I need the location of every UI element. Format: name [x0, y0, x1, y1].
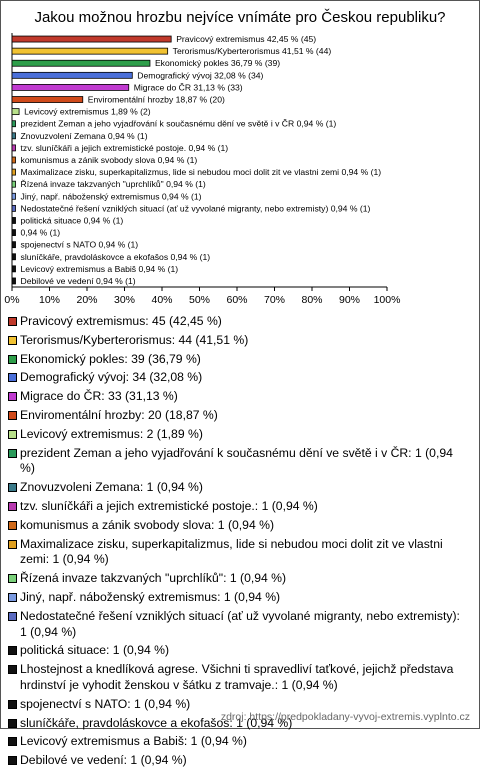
legend-label: Ekonomický pokles: 39 (36,79 %)	[20, 351, 201, 366]
legend-swatch	[8, 430, 17, 439]
legend-label: Levicový extremismus a Babiš: 1 (0,94 %)	[20, 734, 247, 749]
bar-plot	[0, 0, 480, 310]
legend-label: Řízená invaze takzvaných "uprchlíků": 1 (0,94 %)	[20, 571, 287, 586]
legend-swatch	[8, 317, 17, 326]
bar-5	[12, 84, 129, 90]
legend-item	[8, 734, 470, 750]
bar-label-7: Levicový extremismus 1,89 % (2)	[24, 106, 151, 117]
legend-item	[8, 333, 470, 349]
legend-label: Lhostejnost a knedlíková agrese. Všichni ti spravedliví taťkové, jejichž představa hrdinství je vyhodit ženskou v šátku z tramvaje.: 1 (0,94 %)	[20, 662, 454, 692]
bar-6	[12, 97, 83, 103]
bar-label-14: Jiný, např. náboženský extremismus 0,94 % (1)	[20, 191, 202, 202]
bar-label-19: sluníčkáře, pravdoláskovce a ekofašos 0,94 % (1)	[20, 251, 211, 262]
bar-label-1: Pravicový extremismus 42,45 % (45)	[176, 34, 317, 45]
legend-item	[8, 352, 470, 368]
x-tick-label-6: 60%	[226, 294, 248, 306]
bar-label-13: Řízená invaze takzvaných "uprchlíků" 0,94 % (1)	[20, 179, 206, 190]
bar-label-10: tzv. sluníčkáři a jejich extremistické postoje. 0,94 % (1)	[20, 142, 229, 153]
bar-label-20: Levicový extremismus a Babiš 0,94 % (1)	[20, 263, 179, 274]
legend-swatch	[8, 756, 17, 765]
x-tick-label-4: 40%	[151, 294, 173, 306]
bar-label-8: prezident Zeman a jeho vyjadřování k současnému dění ve světě i v ČR 0,94 % (1)	[20, 118, 337, 129]
legend-item	[8, 609, 470, 641]
bar-18	[12, 242, 16, 248]
legend-label: Pravicový extremismus: 45 (42,45 %)	[20, 314, 222, 328]
bar-2	[12, 48, 168, 54]
x-tick-label-7: 70%	[263, 294, 286, 306]
bar-label-4: Demografický vývoj 32,08 % (34)	[137, 70, 264, 81]
legend-item	[8, 753, 470, 769]
bar-10	[12, 145, 16, 151]
legend-swatch	[8, 355, 17, 364]
legend-label: spojenectví s NATO: 1 (0,94 %)	[20, 696, 191, 711]
legend-label: prezident Zeman a jeho vyjadřování k současnému dění ve světě i v ČR: 1 (0,94 %)	[20, 445, 453, 476]
legend-item	[8, 643, 470, 659]
bar-label-15: Nedostatečné řešení vzniklých situací (ať už vyvolané migranty, nebo extremisty) 0,94 % (1)	[20, 203, 371, 214]
bar-1	[12, 36, 171, 42]
legend-label: politická situace: 1 (0,94 %)	[20, 643, 170, 658]
legend-item	[8, 408, 470, 424]
legend-label: Znovuzvoleni Zemana: 1 (0,94 %)	[20, 480, 203, 495]
bar-9	[12, 133, 16, 139]
bar-4	[12, 72, 132, 78]
legend-item	[8, 590, 470, 606]
x-tick-label-5: 50%	[188, 294, 211, 306]
legend-item	[8, 314, 470, 330]
legend-swatch	[8, 737, 17, 746]
legend-item	[8, 446, 470, 478]
bar-8	[12, 121, 16, 127]
legend-label: Maximalizace zisku, superkapitalizmus, lide si nebudou moci dolit zit ve vlastni zemi: 1 (0,94 %)	[20, 536, 443, 567]
legend-swatch	[8, 665, 17, 674]
source-text: zdroj: https://predpokladany-vyvoj-extremis.vyplnto.cz	[220, 711, 470, 723]
bar-14	[12, 193, 16, 199]
bar-label-17: 0,94 % (1)	[20, 227, 61, 238]
bar-label-3: Ekonomický pokles 36,79 % (39)	[154, 58, 281, 69]
legend-label: sluníčkáře, pravdoláskovce a ekofašos: 1 (0,94 %)	[20, 715, 293, 730]
x-tick-label-2: 20%	[76, 294, 98, 306]
legend-swatch	[8, 373, 17, 382]
legend-label: Debilové ve vedení: 1 (0,94 %)	[20, 753, 187, 768]
legend-label: Migrace do ČR: 33 (31,13 %)	[20, 389, 178, 404]
legend-swatch	[8, 646, 17, 655]
legend-swatch	[8, 574, 17, 583]
bar-label-16: politická situace 0,94 % (1)	[20, 215, 124, 226]
x-tick-label-10: 100%	[373, 294, 401, 306]
legend-label: Jiný, např. náboženský extremismus: 1 (0,94 %)	[20, 589, 281, 604]
x-tick-label-1: 10%	[38, 294, 61, 306]
bar-label-2: Terorismus/Kyberterorismus 41,51 % (44)	[172, 46, 332, 57]
x-tick-label-8: 80%	[301, 294, 323, 306]
bar-label-18: spojenectví s NATO 0,94 % (1)	[20, 239, 139, 250]
legend-label: komunismus a zánik svobody slova: 1 (0,94 %)	[20, 517, 275, 532]
bar-label-11: komunismus a zánik svobody slova 0,94 % (1)	[20, 155, 198, 165]
legend-label: Demografický vývoj: 34 (32,08 %)	[20, 370, 203, 385]
bar-16	[12, 217, 16, 223]
legend-label: tzv. sluníčkáři a jejich extremistické postoje.: 1 (0,94 %)	[20, 498, 318, 513]
legend-swatch	[8, 521, 17, 530]
legend-label: Enviromentální hrozby: 20 (18,87 %)	[20, 407, 218, 422]
bar-13	[12, 181, 16, 187]
chart-title: Jakou možnou hrozbu nejvíce vnímáte pro Českou republiku?	[34, 9, 446, 26]
legend-swatch	[8, 593, 17, 602]
bar-17	[12, 230, 16, 236]
legend-item	[8, 499, 470, 515]
legend-swatch	[8, 449, 17, 458]
legend-swatch	[8, 336, 17, 345]
x-tick-label-0: 0%	[4, 294, 20, 306]
legend-item	[8, 571, 470, 587]
legend-item	[8, 389, 470, 405]
legend-label: Terorismus/Kyberterorismus: 44 (41,51 %)	[20, 332, 249, 347]
bar-21	[12, 278, 16, 284]
legend-swatch	[8, 719, 17, 728]
legend-swatch	[8, 612, 17, 621]
bar-12	[12, 169, 16, 175]
bar-20	[12, 266, 16, 272]
legend	[8, 314, 470, 772]
legend-swatch	[8, 483, 17, 492]
bar-15	[12, 205, 16, 211]
bar-label-6: Enviromentální hrozby 18,87 % (20)	[87, 94, 225, 105]
bar-19	[12, 254, 16, 260]
x-tick-label-3: 30%	[113, 294, 136, 306]
legend-swatch	[8, 411, 17, 420]
legend-swatch	[8, 392, 17, 401]
bar-11	[12, 157, 16, 163]
legend-item	[8, 480, 470, 496]
bar-label-9: Znovuzvolení Zemana 0,94 % (1)	[20, 130, 148, 141]
legend-item	[8, 662, 470, 694]
bar-label-21: Debilové ve vedení 0,94 % (1)	[20, 275, 136, 286]
legend-item	[8, 427, 470, 443]
legend-item	[8, 370, 470, 386]
legend-swatch	[8, 700, 17, 709]
bar-label-5: Migrace do ČR 31,13 % (33)	[133, 82, 243, 93]
legend-label: Nedostatečné řešení vzniklých situací (ať už vyvolané migranty, nebo extremisty): 1 (0,94 %)	[20, 608, 460, 639]
legend-label: Levicový extremismus: 2 (1,89 %)	[20, 426, 203, 441]
legend-item	[8, 518, 470, 534]
bar-3	[12, 60, 150, 66]
bar-label-12: Maximalizace zisku, superkapitalizmus, lide si nebudou moci dolit zit ve vlastni zemi 0,94 % (1)	[20, 167, 382, 178]
legend-item	[8, 537, 470, 569]
legend-swatch	[8, 502, 17, 511]
x-tick-label-9: 90%	[338, 294, 361, 306]
legend-swatch	[8, 540, 17, 549]
bar-7	[12, 109, 19, 115]
